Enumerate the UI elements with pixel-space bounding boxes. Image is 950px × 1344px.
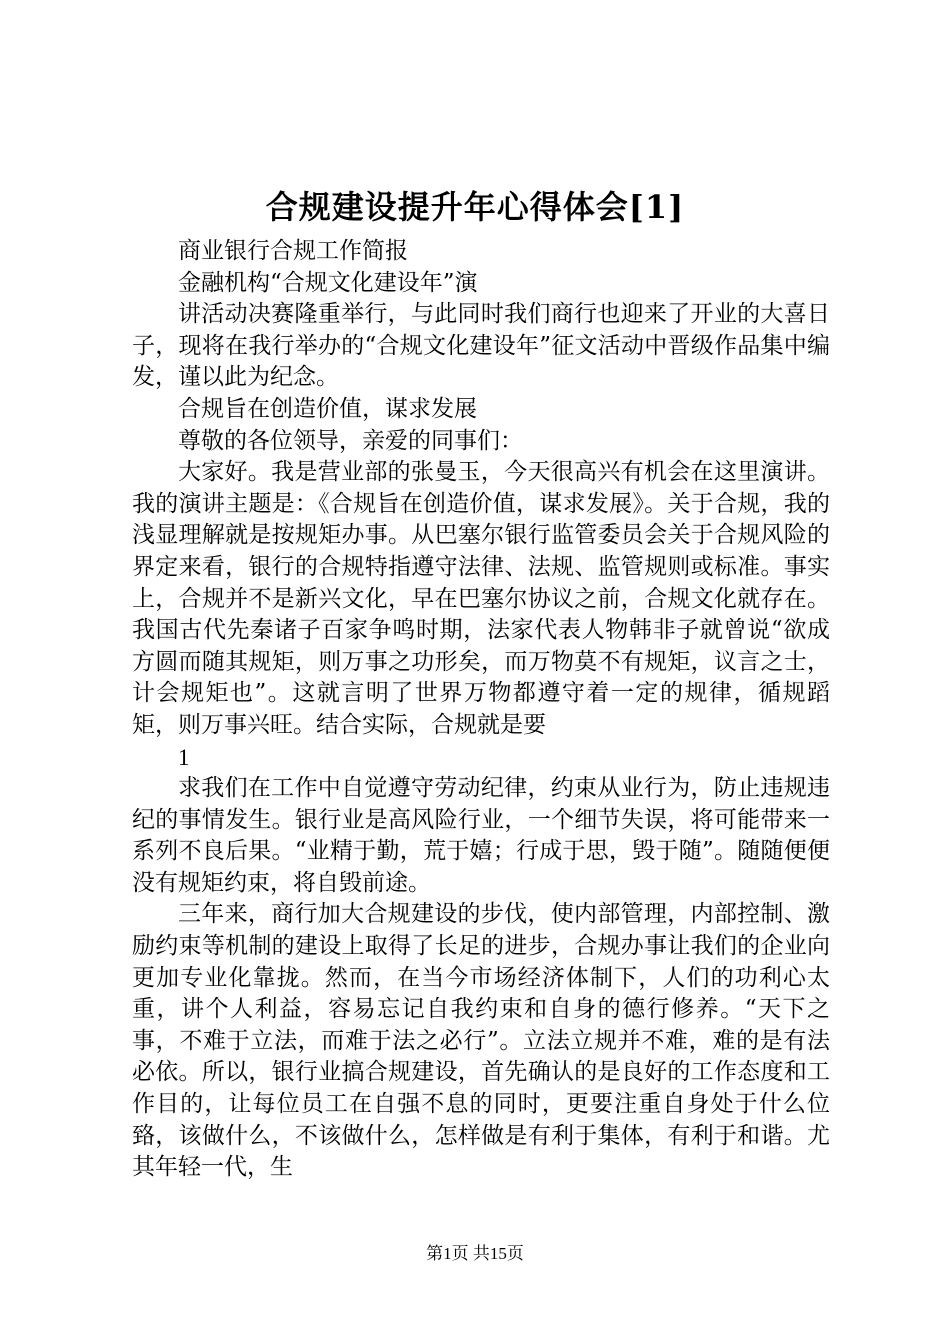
paragraph-5: 尊敬的各位领导，亲爱的同事们： xyxy=(178,427,523,454)
paragraph-3: 讲活动决赛隆重举行，与此同时我们商行也迎来了开业的大喜日子，现将在我行举办的“合规文化建设年”征文活动中晋级作品集中编发，谨以此为纪念。 xyxy=(132,301,830,391)
paragraph-1: 商业银行合规工作简报 xyxy=(178,238,408,264)
document-title: 合规建设提升年心得体会[1] xyxy=(265,188,685,226)
document-body xyxy=(132,236,830,1184)
page-footer: 第1页 共15页 xyxy=(426,1244,524,1263)
inline-page-number: 1 xyxy=(178,744,190,770)
paragraph-7: 求我们在工作中自觉遵守劳动纪律，约束从业行为，防止违规违纪的事情发生。银行业是高风险行业，一个细节失误，将可能带来一系列不良后果。“业精于勤，荒于嬉；行成于思，毁于随”。随随便便没有规矩约束，将自毁前途。 xyxy=(132,775,830,896)
paragraph-8: 三年来，商行加大合规建设的步伐，使内部管理，内部控制、激励约束等机制的建设上取得了长足的进步，合规办事让我们的企业向更加专业化靠拢。然而，在当今市场经济体制下，人们的功利心太重，讲个人利益，容易忘记自我约束和自身的德行修养。“天下之事，不难于立法，而难于法之必行”。立法立规并不难，难的是有法必依。所以，银行业搞合规建设，首先确认的是良好的工作态度和工作目的，让每位员工在自强不息的同时，更要注重自身处于什么位臵，该做什么，不该做什么，怎样做是有利于集体，有利于和谐。尤其年轻一代，生 xyxy=(132,901,830,1181)
paragraph-2: 金融机构“合规文化建设年”演 xyxy=(178,269,478,296)
paragraph-4: 合规旨在创造价值，谋求发展 xyxy=(178,395,477,422)
paragraph-6: 大家好。我是营业部的张曼玉，今天很高兴有机会在这里演讲。我的演讲主题是：《合规旨在创造价值，谋求发展》。关于合规，我的浅显理解就是按规矩办事。从巴塞尔银行监管委员会关于合规风险的界定来看，银行的合规特指遵守法律、法规、监管规则或标准。事实上，合规并不是新兴文化，早在巴塞尔协议之前，合规文化就存在。我国古代先秦诸子百家争鸣时期，法家代表人物韩非子就曾说“欲成方圆而随其规矩，则万事之功形矣，而万物莫不有规矩，议言之士，计会规矩也”。这就言明了世界万物都遵守着一定的规律，循规蹈矩，则万事兴旺。结合实际，合规就是要 xyxy=(132,459,830,738)
